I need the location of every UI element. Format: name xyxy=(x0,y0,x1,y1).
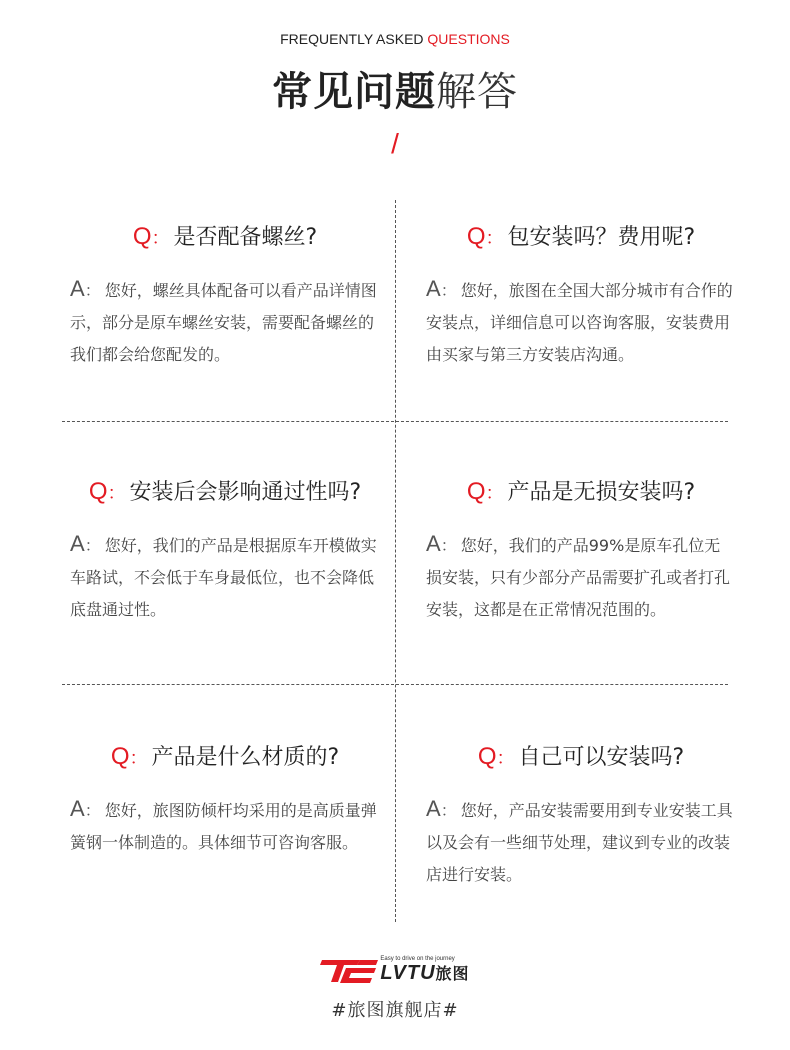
q-colon: ： xyxy=(496,748,515,769)
faq-answer xyxy=(426,528,736,626)
q-mark: Q xyxy=(132,223,152,250)
q-mark: Q xyxy=(466,223,486,250)
faq-question xyxy=(426,475,736,506)
question-text: 是否配备螺丝? xyxy=(173,225,318,250)
q-colon: ： xyxy=(151,228,170,249)
answer-text: 您好，我们的产品99%是原车孔位无损安装，只有少部分产品需要扩孔或者打孔安装，这都是在正常情况范围的。 xyxy=(426,536,731,619)
a-mark: A xyxy=(70,796,85,821)
question-text: 产品是什么材质的? xyxy=(151,745,340,770)
a-mark: A xyxy=(426,796,441,821)
answer-text: 您好，螺丝具体配备可以看产品详情图示，部分是原车螺丝安装，需要配备螺丝的我们都会给您配发的。 xyxy=(70,281,377,364)
q-mark: Q xyxy=(466,478,486,505)
faq-question xyxy=(70,475,380,506)
brand-slogan: Easy to drive on the journey xyxy=(380,956,455,962)
brand-logo xyxy=(0,955,790,985)
faq-item xyxy=(426,475,736,626)
brand-name-latin: LVTU xyxy=(380,962,436,984)
header-kicker xyxy=(0,31,790,47)
q-colon: ： xyxy=(485,483,504,504)
faq-question xyxy=(70,740,380,771)
a-colon: ： xyxy=(84,536,101,555)
q-mark: Q xyxy=(110,743,130,770)
faq-answer xyxy=(70,528,380,626)
lvtu-logo-mark-icon xyxy=(320,956,378,984)
a-colon: ： xyxy=(440,281,457,300)
a-colon: ： xyxy=(440,801,457,820)
q-mark: Q xyxy=(477,743,497,770)
a-colon: ： xyxy=(84,281,101,300)
faq-item xyxy=(426,220,736,371)
answer-text: 您好，旅图在全国大部分城市有合作的安装点，详细信息可以咨询客服，安装费用由买家与第三方安装店沟通。 xyxy=(426,281,733,364)
faq-answer xyxy=(426,273,736,371)
faq-item xyxy=(70,740,380,859)
store-tag: #旅图旗舰店# xyxy=(331,1000,459,1021)
brand-name xyxy=(380,963,469,985)
faq-answer xyxy=(70,273,380,371)
q-colon: ： xyxy=(129,748,148,769)
q-colon: ： xyxy=(107,483,126,504)
kicker-accent: QUESTIONS xyxy=(427,31,510,47)
vertical-divider xyxy=(395,200,396,922)
question-text: 包安装吗？费用呢? xyxy=(507,225,696,250)
page-title xyxy=(0,60,790,117)
answer-text: 您好，旅图防倾杆均采用的是高质量弹簧钢一体制造的。具体细节可咨询客服。 xyxy=(70,801,377,852)
answer-text: 您好，我们的产品是根据原车开模做实车路试，不会低于车身最低位，也不会降低底盘通过性。 xyxy=(70,536,377,619)
page-title-bold: 常见问题 xyxy=(272,69,436,115)
q-mark: Q xyxy=(88,478,108,505)
answer-text: 您好，产品安装需要用到专业安装工具以及会有一些细节处理，建议到专业的改装店进行安装。 xyxy=(426,801,733,884)
a-mark: A xyxy=(70,531,85,556)
faq-question xyxy=(426,740,736,771)
faq-answer xyxy=(426,793,736,891)
question-text: 产品是无损安装吗? xyxy=(507,480,696,505)
horizontal-divider xyxy=(62,421,728,422)
a-colon: ： xyxy=(440,536,457,555)
kicker-text: FREQUENTLY ASKED xyxy=(280,31,428,47)
brand-name-cn: 旅图 xyxy=(435,966,470,983)
a-mark: A xyxy=(70,276,85,301)
faq-question xyxy=(426,220,736,251)
question-text: 安装后会影响通过性吗? xyxy=(129,480,362,505)
title-slash-divider: / xyxy=(391,128,399,159)
question-text: 自己可以安装吗? xyxy=(518,745,685,770)
a-mark: A xyxy=(426,276,441,301)
a-colon: ： xyxy=(84,801,101,820)
horizontal-divider xyxy=(62,684,728,685)
faq-item xyxy=(426,740,736,891)
faq-item xyxy=(70,220,380,371)
faq-item xyxy=(70,475,380,626)
q-colon: ： xyxy=(485,228,504,249)
faq-question xyxy=(70,220,380,251)
a-mark: A xyxy=(426,531,441,556)
page-title-light: 解答 xyxy=(436,69,518,115)
faq-answer xyxy=(70,793,380,859)
